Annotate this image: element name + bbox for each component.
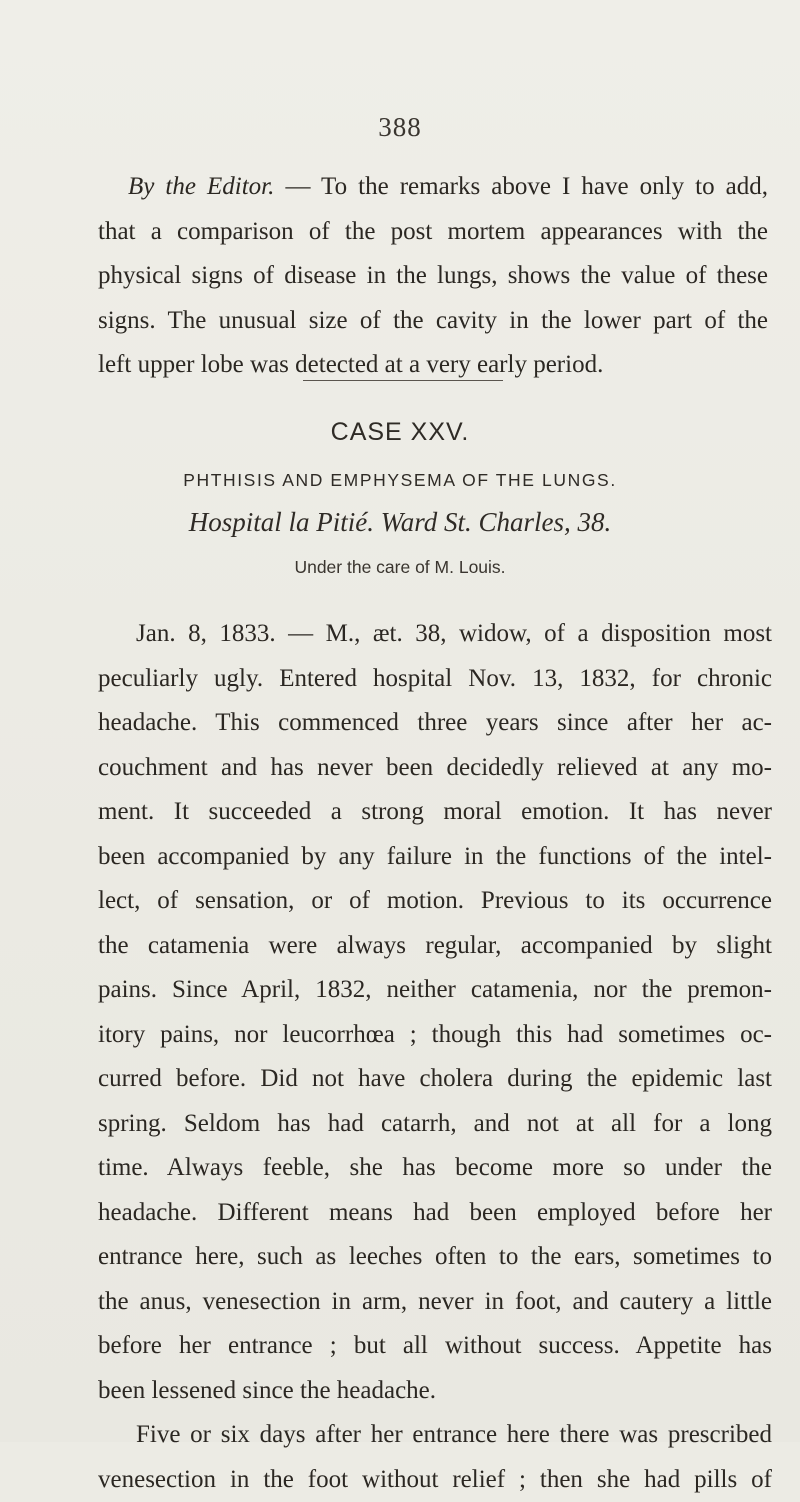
case-line: the anus, venesection in arm, never in foot, and cautery a little [98, 1280, 772, 1325]
case-line: the catamenia were always regular, accompanied by slight [98, 924, 772, 969]
case-line: Five or six days after her entrance here there was prescribed [98, 1413, 772, 1458]
editor-note-line: that a comparison of the post mortem appearances with the [98, 210, 768, 255]
case-subject: PHTHISIS AND EMPHYSEMA OF THE LUNGS. [0, 470, 800, 491]
case-line: peculiarly ugly. Entered hospital Nov. 13, 1832, for chronic [98, 657, 772, 702]
hospital-ward: Hospital la Pitié. Ward St. Charles, 38. [0, 507, 800, 538]
editor-note-line: left upper lobe was detected at a very early period. [98, 343, 768, 388]
case-line: venesection in the foot without relief ; then she had pills of [98, 1458, 772, 1502]
case-line: been accompanied by any failure in the functions of the intel- [98, 835, 772, 880]
case-line: lect, of sensation, or of motion. Previous to its occurrence [98, 879, 772, 924]
editor-note-line [98, 165, 768, 210]
case-line: before her entrance ; but all without success. Appetite has [98, 1324, 772, 1369]
case-line: headache. This commenced three years since after her ac- [98, 701, 772, 746]
case-line: headache. Different means had been employed before her [98, 1191, 772, 1236]
case-line: been lessened since the headache. [98, 1369, 772, 1414]
case-line: pains. Since April, 1832, neither catamenia, nor the premon- [98, 968, 772, 1013]
case-line: itory pains, nor leucorrhœa ; though this had sometimes oc- [98, 1013, 772, 1058]
page-number: 388 [0, 112, 800, 143]
editor-note-line: signs. The unusual size of the cavity in the lower part of the [98, 299, 768, 344]
case-line: entrance here, such as leeches often to the ears, sometimes to [98, 1235, 772, 1280]
case-title: CASE XXV. [0, 418, 800, 447]
case-line: time. Always feeble, she has become more so under the [98, 1146, 772, 1191]
case-line: spring. Seldom has had catarrh, and not at all for a long [98, 1102, 772, 1147]
case-line: couchment and has never been decidedly relieved at any mo- [98, 746, 772, 791]
editor-byline: By the Editor. [128, 173, 274, 200]
attending-physician: Under the care of M. Louis. [0, 557, 800, 578]
editor-note-line: physical signs of disease in the lungs, shows the value of these [98, 254, 768, 299]
editor-note [98, 165, 768, 388]
case-line: Jan. 8, 1833. — M., æt. 38, widow, of a disposition most [98, 612, 772, 657]
case-line: curred before. Did not have cholera during the epidemic last [98, 1057, 772, 1102]
section-divider [303, 380, 503, 381]
editor-note-line-text: — To the remarks above I have only to add, [274, 173, 768, 200]
case-line: ment. It succeeded a strong moral emotion. It has never [98, 790, 772, 835]
case-body [98, 612, 772, 1502]
